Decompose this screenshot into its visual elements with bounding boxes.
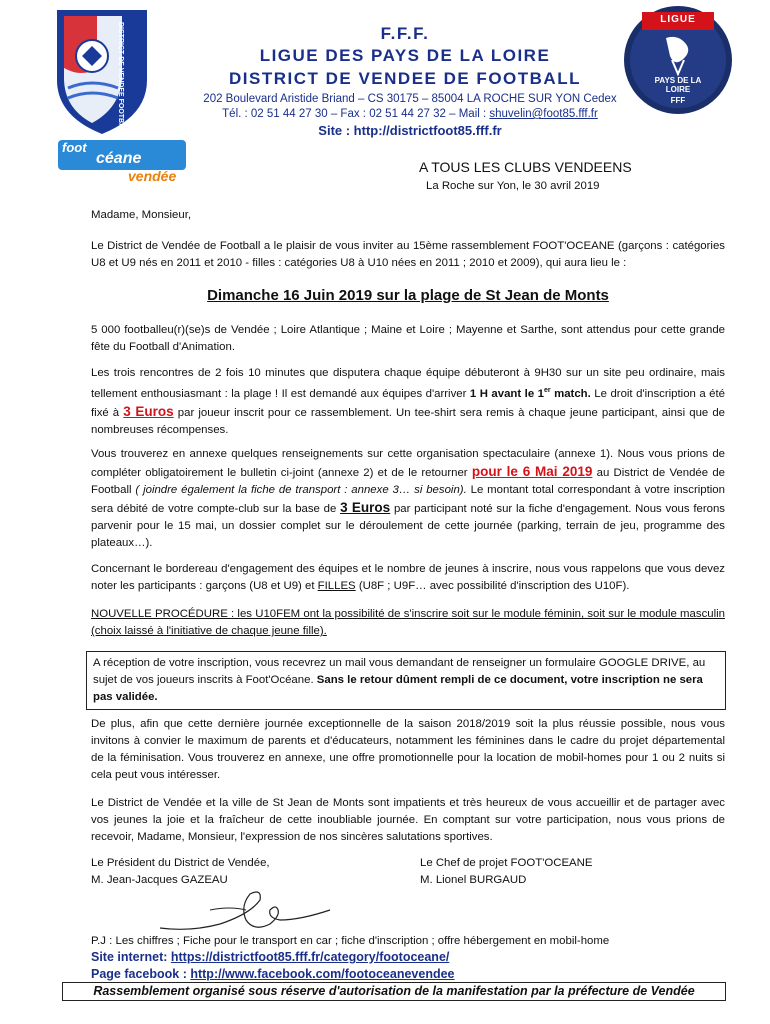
footoceane-logo (58, 140, 186, 186)
facebook-label: Page facebook : (91, 967, 191, 981)
date-line: La Roche sur Yon, le 30 avril 2019 (426, 180, 600, 192)
para4-text-a: Concernant le bordereau d'engagement des équipes et le nombre de jeunes à inscrire, nous vous rappelons que vous devez noter les participants : garçons (U8 et U9) et (91, 563, 725, 592)
paragraph-5: NOUVELLE PROCÉDURE : les U10FEM ont la possibilité de s'inscrire soit sur le module féminin, soit sur le module masculin (choix laissé à l'initiative de chaque jeune fille). (91, 608, 725, 637)
para3-deadline: pour le 6 Mai 2019 (471, 464, 593, 479)
footoceane-line2: céane (96, 150, 142, 167)
ligue-logo-fff: FFF (670, 96, 686, 105)
ligue-logo-bottom: PAYS DE LA LOIRE (654, 76, 702, 94)
district-logo-text: DISTRICT DE VENDEE FOOTBALL (117, 22, 124, 137)
para2-text-c: par joueur inscrit pour ce rassemblement. Un tee-shirt sera remis à chaque jeune participant, ainsi que de nombreuses récompenses. (91, 406, 725, 436)
para2-price: 3 Euros (123, 403, 174, 419)
para3-text-c: Le montant total correspondant à votre inscription sera débité de votre compte-club sur la base de (91, 484, 725, 515)
president-title: Le Président du District de Vendée, (91, 857, 270, 869)
para3-text-d: par participant noté sur la fiche d'engagement. Nous vous ferons parvenir pour le 15 mai, un dossier complet sur le déroulement de cette journée (parking, terrain de jeu, programme des plateaux…). (91, 503, 725, 549)
para2-bold2: match. (550, 387, 591, 400)
header-ligue: LIGUE DES PAYS DE LA LOIRE (259, 46, 551, 65)
para2-bold: 1 H avant le 1 (469, 387, 544, 400)
paragraph-3 (91, 446, 725, 552)
signature-right (420, 855, 592, 889)
paragraph-7: Le District de Vendée et la ville de St Jean de Monts sont impatients et très heureux de vous accueillir et de partager avec vos jeunes la joie et la fraîcheur de cette inoubliable journée. En comptant sur votre participation, nous vous prions de recevoir, Madame, Monsieur, l'expression de nos sincères salutations sportives. (91, 797, 725, 843)
para2-text-a: Les trois rencontres de 2 fois 10 minutes que disputera chaque équipe débuteront à 9H30 sur un site peu ordinaire, mais tellement enthousiasmant : la plage ! Il est demandé aux équipes d'arriver (91, 367, 725, 400)
para2-text-b: Le droit d'inscription a été fixé à (91, 387, 725, 419)
facebook-link[interactable]: http://www.facebook.com/footoceanevendee (190, 967, 455, 981)
header-address: 202 Boulevard Aristide Briand – CS 30175 – 85004 LA ROCHE SUR YON Cedex (203, 93, 617, 105)
event-title: Dimanche 16 Juin 2019 sur la plage de St Jean de Monts (207, 287, 609, 304)
footoceane-line3: vendée (128, 168, 177, 184)
para3-text-a: Vous trouverez en annexe quelques renseignements sur cette organisation spectaculaire (annexe 1). Nous vous prions de compléter obligatoirement le bulletin ci-joint (annexe 2) et de le retourner (91, 448, 725, 479)
attachments-line: P.J : Les chiffres ; Fiche pour le transport en car ; fiche d'inscription ; offre hébergement en mobil-home (91, 935, 610, 947)
facebook-line (91, 966, 455, 983)
chef-name: M. Lionel BURGAUD (420, 874, 527, 886)
header-site[interactable]: Site : http://districtfoot85.fff.fr (318, 123, 502, 138)
ligue-logo-top: LIGUE (660, 14, 696, 25)
para3-text-b: au District de Vendée de Football (91, 467, 725, 496)
president-name: M. Jean-Jacques GAZEAU (91, 874, 228, 886)
contact-mail-link[interactable]: shuvelin@foot85.fff.fr (489, 108, 598, 120)
site-internet-link[interactable]: https://districtfoot85.fff.fr/category/footoceane/ (170, 950, 450, 964)
intro-paragraph: Le District de Vendée de Football a le plaisir de vous inviter au 15ème rassemblement FOOT'OCEANE (garçons : catégories U8 et U9 nés en 2011 et 2010 - filles : catégories U8 à U10 nées en 2011 ; 2010 et 2009), qui aura lieu le : (91, 240, 725, 269)
recipients: A TOUS LES CLUBS VENDEENS (419, 159, 632, 175)
notice-box (86, 651, 726, 710)
contact-text: Tél. : 02 51 44 27 30 – Fax : 02 51 44 27 32 – Mail : (222, 108, 490, 120)
salutation: Madame, Monsieur, (91, 209, 192, 221)
footoceane-line1: foot (62, 140, 87, 155)
footer-notice: Rassemblement organisé sous réserve d'autorisation de la manifestation par la préfecture de Vendée (62, 982, 726, 1001)
site-internet-label: Site internet: (91, 950, 171, 964)
paragraph-6: De plus, afin que cette dernière journée exceptionnelle de la saison 2018/2019 soit la plus réussie possible, nous vous invitons à convier le maximum de parents et d'éducateurs, notamment les féminines dans le cadre du projet départemental de la féminisation. Vous trouverez en annexe, une offre promotionnelle pour la location de mobil-homes pour 1 ou 2 nuits si cela peut vous intéresser. (91, 718, 725, 781)
header-district: DISTRICT DE VENDEE DE FOOTBALL (229, 69, 581, 88)
site-internet-line (91, 949, 449, 966)
district-logo (52, 8, 152, 136)
chef-title: Le Chef de projet FOOT'OCEANE (420, 857, 593, 869)
header-fff: F.F.F. (380, 24, 430, 43)
para4-text-b: (U8F ; U9F… avec possibilité d'inscription des U10F). (355, 580, 630, 592)
para3-italic: ( joindre également la fiche de transport : annexe 3… si besoin). (135, 484, 467, 496)
notice-text: A réception de votre inscription, vous recevrez un mail vous demandant de renseigner un formulaire GOOGLE DRIVE, au sujet de vos joueurs inscrits à Foot'Océane. (93, 657, 706, 686)
paragraph-1: 5 000 footballeu(r)(se)s de Vendée ; Loire Atlantique ; Maine et Loire ; Mayenne et Sarthe, sont attendus pour cette grande fête du Football d'Animation. (91, 324, 725, 353)
header-contact (150, 107, 670, 122)
para4-filles: FILLES (317, 580, 356, 592)
paragraph-4 (91, 561, 725, 595)
para3-price: 3 Euros (340, 500, 391, 515)
paragraph-2 (91, 365, 725, 439)
notice-bold: Sans le retour dûment rempli de ce document, votre inscription ne sera pas validée. (93, 674, 703, 703)
para2-sup: er (543, 387, 551, 394)
handwritten-signature (150, 880, 350, 940)
